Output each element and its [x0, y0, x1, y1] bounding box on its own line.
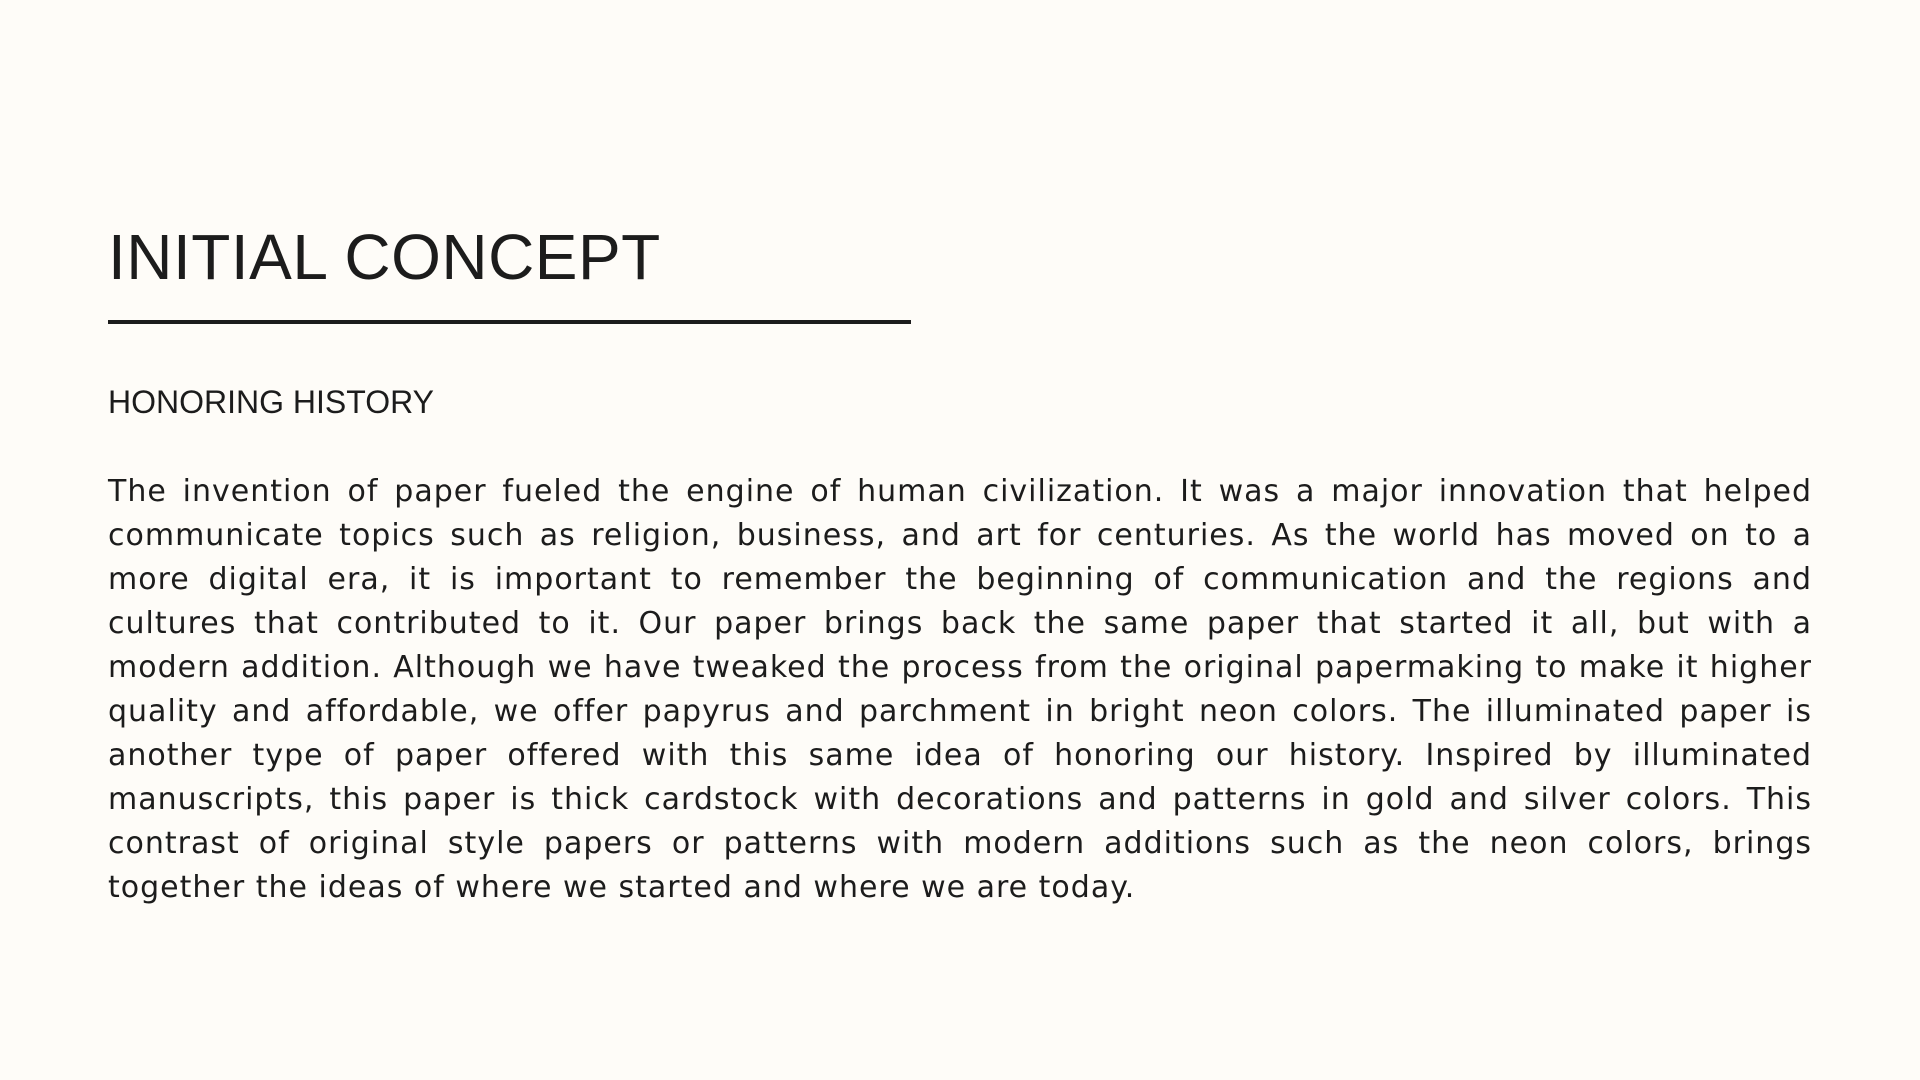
title-underline: [108, 320, 911, 324]
section-heading: HONORING HISTORY: [108, 384, 434, 420]
body-paragraph: The invention of paper fueled the engine of human civilization. It was a major innovation that helped communicate topics such as religion, business, and art for centuries. As the world has moved on to a more digital era, it is important to remember the beginning of communication and the regions and cultures that contributed to it. Our paper brings back the same paper that started it all, but with a modern addition. Although we have tweaked the process from the original papermaking to make it higher quality and affordable, we offer papyrus and parchment in bright neon colors. The illuminated paper is another type of paper offered with this same idea of honoring our history. Inspired by illuminated manuscripts, this paper is thick cardstock with decorations and patterns in gold and silver colors. This contrast of original style papers or patterns with modern additions such as the neon colors, brings together the ideas of where we started and where we are today.: [108, 474, 1812, 905]
slide-title: INITIAL CONCEPT: [108, 221, 661, 293]
